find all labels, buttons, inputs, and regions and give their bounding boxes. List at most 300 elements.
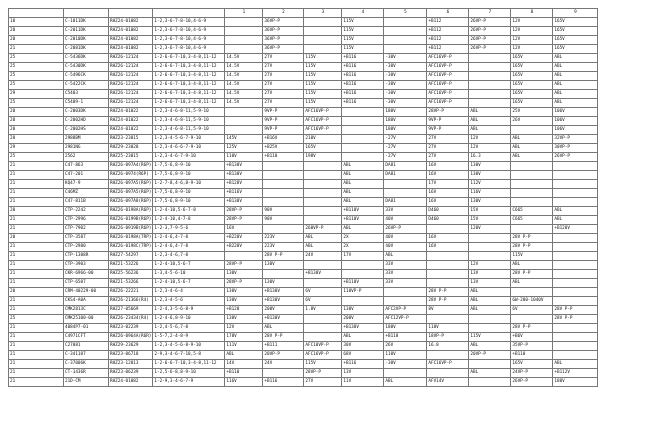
- column-header[interactable]: [9, 9, 64, 18]
- table-cell[interactable]: RHZ24-01022: [109, 126, 153, 135]
- table-cell[interactable]: [263, 171, 304, 180]
- table-cell[interactable]: ABL: [384, 252, 427, 261]
- table-cell[interactable]: 115V: [342, 36, 384, 45]
- table-cell[interactable]: 180V: [384, 117, 427, 126]
- table-cell[interactable]: [511, 171, 553, 180]
- table-cell[interactable]: [304, 189, 342, 198]
- table-cell[interactable]: 21: [9, 351, 64, 360]
- table-cell[interactable]: CTP-3903: [64, 261, 109, 270]
- table-cell[interactable]: RHZ26-21366(R4): [109, 297, 153, 306]
- table-cell[interactable]: [469, 81, 511, 90]
- table-cell[interactable]: [263, 198, 304, 207]
- table-cell[interactable]: ABL: [342, 162, 384, 171]
- table-cell[interactable]: 9VP-P: [263, 126, 304, 135]
- table-cell[interactable]: 40V: [384, 243, 427, 252]
- table-cell[interactable]: 12V: [511, 27, 553, 36]
- table-cell[interactable]: 11V: [342, 378, 384, 387]
- table-cell[interactable]: 115V: [469, 333, 511, 342]
- table-cell[interactable]: [304, 198, 342, 207]
- table-cell[interactable]: 198V: [304, 153, 342, 162]
- table-cell[interactable]: +B130V: [263, 297, 304, 306]
- table-cell[interactable]: 2-9,3-4-6-7-10,5-8: [153, 351, 225, 360]
- table-cell[interactable]: 28V P-P: [427, 288, 469, 297]
- table-cell[interactable]: RHZ26-23434(R4): [109, 315, 153, 324]
- table-cell[interactable]: [304, 207, 342, 216]
- table-cell[interactable]: ABL: [342, 333, 384, 342]
- table-cell[interactable]: AFC16VP-P: [304, 126, 342, 135]
- table-cell[interactable]: 16.3: [469, 153, 511, 162]
- table-cell[interactable]: AFC16VP-P: [427, 54, 469, 63]
- table-cell[interactable]: 25: [9, 54, 64, 63]
- table-cell[interactable]: [263, 180, 304, 189]
- table-cell[interactable]: 145V: [225, 135, 263, 144]
- table-cell[interactable]: [553, 252, 598, 261]
- table-cell[interactable]: [304, 261, 342, 270]
- table-cell[interactable]: 40V: [384, 234, 427, 243]
- table-cell[interactable]: +B130V: [263, 315, 304, 324]
- table-cell[interactable]: [384, 288, 427, 297]
- table-cell[interactable]: 20: [9, 126, 64, 135]
- table-cell[interactable]: 21: [9, 333, 64, 342]
- table-cell[interactable]: 21: [9, 369, 64, 378]
- table-cell[interactable]: 1-2-4-10,5-6-7: [153, 261, 225, 270]
- table-cell[interactable]: [342, 135, 384, 144]
- table-cell[interactable]: [469, 72, 511, 81]
- table-cell[interactable]: 110V: [225, 153, 263, 162]
- table-cell[interactable]: [469, 99, 511, 108]
- table-cell[interactable]: [553, 189, 598, 198]
- table-cell[interactable]: 116V: [469, 189, 511, 198]
- table-cell[interactable]: -30V: [384, 81, 427, 90]
- table-cell[interactable]: 16V: [427, 243, 469, 252]
- table-cell[interactable]: 29: [9, 144, 64, 153]
- table-cell[interactable]: +B220V: [225, 243, 263, 252]
- table-cell[interactable]: +B112: [427, 18, 469, 27]
- column-header[interactable]: 3: [304, 9, 342, 18]
- table-cell[interactable]: 1-2,3-4-5-6-7-9-10: [153, 135, 225, 144]
- table-cell[interactable]: 28V P-P: [511, 270, 553, 279]
- column-header[interactable]: [64, 9, 109, 18]
- table-cell[interactable]: 27V: [263, 99, 304, 108]
- table-cell[interactable]: +B130V: [263, 288, 304, 297]
- table-cell[interactable]: RHZ25-23015: [109, 153, 153, 162]
- table-cell[interactable]: 1-2-6-6-7-10,3-4-8,11-12: [153, 72, 225, 81]
- table-cell[interactable]: 27V: [263, 54, 304, 63]
- table-cell[interactable]: [553, 279, 598, 288]
- table-cell[interactable]: RHZ26-22221: [109, 288, 153, 297]
- table-cell[interactable]: 2X: [342, 243, 384, 252]
- table-cell[interactable]: C46MZ: [64, 189, 109, 198]
- table-cell[interactable]: RHZ26-0964A(R6R): [109, 333, 153, 342]
- table-cell[interactable]: 21: [9, 270, 64, 279]
- table-cell[interactable]: +B116: [342, 54, 384, 63]
- table-cell[interactable]: 112V: [469, 180, 511, 189]
- table-cell[interactable]: RHZ26-0919B(R6P): [109, 225, 153, 234]
- table-cell[interactable]: ABL: [469, 126, 511, 135]
- table-cell[interactable]: 165V: [553, 36, 598, 45]
- table-cell[interactable]: 130V: [342, 306, 384, 315]
- table-cell[interactable]: +B116: [342, 81, 384, 90]
- table-cell[interactable]: [342, 153, 384, 162]
- table-cell[interactable]: 9VP-P: [427, 126, 469, 135]
- table-cell[interactable]: 200V: [342, 315, 384, 324]
- table-cell[interactable]: 1-2,4-5-6,7-8: [153, 324, 225, 333]
- table-cell[interactable]: -27V: [384, 135, 427, 144]
- table-cell[interactable]: ABL: [553, 360, 598, 369]
- table-cell[interactable]: 115V: [304, 72, 342, 81]
- table-cell[interactable]: [469, 243, 511, 252]
- table-cell[interactable]: [342, 270, 384, 279]
- table-cell[interactable]: 20VP-P: [263, 351, 304, 360]
- table-cell[interactable]: 165V: [553, 18, 598, 27]
- table-cell[interactable]: RHZ24-01082: [109, 378, 153, 387]
- table-cell[interactable]: 21: [9, 162, 64, 171]
- table-cell[interactable]: 2562: [64, 153, 109, 162]
- table-cell[interactable]: 28VP-P: [225, 279, 263, 288]
- table-cell[interactable]: ABL: [511, 144, 553, 153]
- table-cell[interactable]: [553, 198, 598, 207]
- table-cell[interactable]: 68V: [342, 351, 384, 360]
- table-cell[interactable]: 1-2-4-10,5-6-7: [153, 279, 225, 288]
- table-cell[interactable]: 21: [9, 252, 64, 261]
- table-cell[interactable]: +B116V: [225, 189, 263, 198]
- table-cell[interactable]: AFC16VP-P: [427, 63, 469, 72]
- table-cell[interactable]: 130V: [263, 261, 304, 270]
- table-cell[interactable]: [342, 126, 384, 135]
- table-cell[interactable]: 1-2-6-6-7-10,3-4-8,11-12: [153, 54, 225, 63]
- table-cell[interactable]: 26VP-P: [511, 378, 553, 387]
- table-cell[interactable]: 1-7,5-6,8-9-10: [153, 171, 225, 180]
- table-cell[interactable]: ABL: [511, 279, 553, 288]
- table-cell[interactable]: 260VP-P: [304, 225, 342, 234]
- table-cell[interactable]: [427, 225, 469, 234]
- table-cell[interactable]: 90V: [263, 216, 304, 225]
- table-cell[interactable]: C47-863: [64, 162, 109, 171]
- table-cell[interactable]: [427, 261, 469, 270]
- table-cell[interactable]: 13V: [469, 279, 511, 288]
- table-cell[interactable]: ABL: [342, 225, 384, 234]
- table-cell[interactable]: RHZ21-53266: [109, 279, 153, 288]
- table-cell[interactable]: 16V: [427, 189, 469, 198]
- table-cell[interactable]: +B118: [384, 333, 427, 342]
- table-cell[interactable]: -30V: [384, 72, 427, 81]
- table-cell[interactable]: RHZ26-12124: [109, 90, 153, 99]
- table-cell[interactable]: 20: [9, 36, 64, 45]
- table-cell[interactable]: 90V: [263, 207, 304, 216]
- column-header[interactable]: 1: [225, 9, 263, 18]
- table-cell[interactable]: [511, 180, 553, 189]
- table-cell[interactable]: RHZ27-54297: [109, 252, 153, 261]
- table-cell[interactable]: ABL: [553, 63, 598, 72]
- table-cell[interactable]: RHZ23-06239: [109, 369, 153, 378]
- table-cell[interactable]: 1-2,3-4-6-8-11,5-9-10: [153, 126, 225, 135]
- table-cell[interactable]: RHZ23-02239: [109, 324, 153, 333]
- table-cell[interactable]: 1-7,5-6,8-9-10: [153, 189, 225, 198]
- table-cell[interactable]: 28VP-P: [225, 261, 263, 270]
- table-cell[interactable]: +B116: [342, 90, 384, 99]
- table-cell[interactable]: 180V: [384, 108, 427, 117]
- table-cell[interactable]: 1-2,3-4-6-6-7-9-10: [153, 144, 225, 153]
- table-cell[interactable]: [263, 225, 304, 234]
- table-cell[interactable]: 6V: [304, 288, 342, 297]
- table-cell[interactable]: [469, 252, 511, 261]
- table-cell[interactable]: 25V: [511, 108, 553, 117]
- table-cell[interactable]: AFC16VP-P: [427, 99, 469, 108]
- table-cell[interactable]: 12V: [225, 324, 263, 333]
- table-cell[interactable]: 16V: [427, 198, 469, 207]
- table-cell[interactable]: +B116: [263, 378, 304, 387]
- table-cell[interactable]: [427, 315, 469, 324]
- table-cell[interactable]: ABL: [342, 171, 384, 180]
- table-cell[interactable]: 28V P-P: [511, 243, 553, 252]
- table-cell[interactable]: 115V: [304, 99, 342, 108]
- table-cell[interactable]: 1-2-6-6-7-10,3-4-8,11-12: [153, 90, 225, 99]
- table-cell[interactable]: RHZ26-097A8(R6P): [109, 198, 153, 207]
- table-cell[interactable]: RHZ24-01022: [109, 108, 153, 117]
- table-cell[interactable]: 1-2,3-4-6-8-11,5-9-10: [153, 108, 225, 117]
- table-cell[interactable]: [263, 189, 304, 198]
- table-cell[interactable]: 26VP-P: [553, 153, 598, 162]
- table-cell[interactable]: 14.5V: [225, 81, 263, 90]
- table-cell[interactable]: 27V: [263, 63, 304, 72]
- table-cell[interactable]: [384, 27, 427, 36]
- table-cell[interactable]: 1-2,3-6-7-8-10,4-6-9: [153, 27, 225, 36]
- table-cell[interactable]: +B110: [511, 351, 553, 360]
- table-cell[interactable]: 36VP-P: [263, 27, 304, 36]
- table-cell[interactable]: 27V: [427, 135, 469, 144]
- table-cell[interactable]: 6V: [304, 297, 342, 306]
- table-cell[interactable]: C47-201: [64, 171, 109, 180]
- table-cell[interactable]: 1-2-6-6-7-10,3-4-8,11-12: [153, 99, 225, 108]
- table-cell[interactable]: 36VP-P: [263, 36, 304, 45]
- table-cell[interactable]: 1-2,3-4-5-6-8-9-10: [153, 342, 225, 351]
- table-cell[interactable]: 15V: [469, 207, 511, 216]
- table-cell[interactable]: 27V: [427, 144, 469, 153]
- table-cell[interactable]: +B110V: [342, 279, 384, 288]
- table-cell[interactable]: CTP-2996: [64, 216, 109, 225]
- table-cell[interactable]: RHZ21-53226: [109, 261, 153, 270]
- table-cell[interactable]: +B116: [342, 360, 384, 369]
- table-cell[interactable]: 36VP-P: [263, 45, 304, 54]
- table-cell[interactable]: 21: [9, 189, 64, 198]
- table-cell[interactable]: +B120: [225, 306, 263, 315]
- table-cell[interactable]: [304, 324, 342, 333]
- table-cell[interactable]: ABL: [469, 306, 511, 315]
- table-cell[interactable]: 29: [9, 90, 64, 99]
- table-cell[interactable]: AFC16VP-P: [427, 81, 469, 90]
- table-cell[interactable]: [553, 297, 598, 306]
- table-cell[interactable]: 6W-200-1040V: [511, 297, 553, 306]
- table-cell[interactable]: 116V: [225, 378, 263, 387]
- table-cell[interactable]: 28VP-P: [225, 207, 263, 216]
- table-cell[interactable]: [263, 369, 304, 378]
- table-cell[interactable]: 27V: [263, 72, 304, 81]
- table-cell[interactable]: ABL: [553, 99, 598, 108]
- table-cell[interactable]: 130V: [469, 171, 511, 180]
- table-cell[interactable]: C-341107: [64, 351, 109, 360]
- table-cell[interactable]: C4971CFT: [64, 333, 109, 342]
- table-cell[interactable]: +B25V: [263, 144, 304, 153]
- table-cell[interactable]: [511, 225, 553, 234]
- table-cell[interactable]: 180V: [384, 324, 427, 333]
- table-cell[interactable]: ABL: [469, 108, 511, 117]
- table-cell[interactable]: 1-2-4-10,5-6-7-8: [153, 207, 225, 216]
- table-cell[interactable]: [304, 162, 342, 171]
- table-cell[interactable]: 17V: [342, 252, 384, 261]
- table-cell[interactable]: C-2081DK: [64, 45, 109, 54]
- table-cell[interactable]: ABL: [511, 261, 553, 270]
- table-cell[interactable]: CKS4-A0A: [64, 297, 109, 306]
- table-cell[interactable]: 1-2,3-6-7-8-10,4-6-9: [153, 36, 225, 45]
- table-cell[interactable]: 17V: [427, 180, 469, 189]
- table-cell[interactable]: AFC16VP-P: [427, 90, 469, 99]
- table-cell[interactable]: [304, 315, 342, 324]
- table-cell[interactable]: [304, 333, 342, 342]
- table-cell[interactable]: 223V: [263, 243, 304, 252]
- table-cell[interactable]: C5403: [64, 90, 109, 99]
- table-cell[interactable]: 27V: [263, 90, 304, 99]
- table-cell[interactable]: [304, 216, 342, 225]
- table-cell[interactable]: ABL: [553, 216, 598, 225]
- table-cell[interactable]: ABL: [553, 54, 598, 63]
- table-cell[interactable]: [304, 27, 342, 36]
- table-cell[interactable]: [384, 45, 427, 54]
- table-cell[interactable]: 12V: [511, 45, 553, 54]
- table-cell[interactable]: +B6V: [511, 333, 553, 342]
- table-cell[interactable]: 115V: [342, 45, 384, 54]
- table-cell[interactable]: -30V: [384, 360, 427, 369]
- table-cell[interactable]: 35VP-P: [511, 342, 553, 351]
- table-cell[interactable]: +B112: [427, 36, 469, 45]
- table-cell[interactable]: AFC16VP-P: [304, 108, 342, 117]
- table-cell[interactable]: DA81: [384, 171, 427, 180]
- table-cell[interactable]: 28VP-P: [427, 108, 469, 117]
- table-cell[interactable]: 16V: [225, 225, 263, 234]
- table-cell[interactable]: [469, 54, 511, 63]
- table-cell[interactable]: 12V: [469, 135, 511, 144]
- table-cell[interactable]: 1.8V: [304, 306, 342, 315]
- table-cell[interactable]: 1-2-4-6,8-9-10: [153, 315, 225, 324]
- table-cell[interactable]: 16V: [427, 162, 469, 171]
- table-cell[interactable]: RHZ24-01082: [109, 36, 153, 45]
- table-cell[interactable]: ABL: [263, 324, 304, 333]
- table-cell[interactable]: ABL: [225, 351, 263, 360]
- table-cell[interactable]: [469, 234, 511, 243]
- table-cell[interactable]: 21: [9, 360, 64, 369]
- table-cell[interactable]: 28: [9, 135, 64, 144]
- table-cell[interactable]: 1-2,5-6-8,8-9-10: [153, 369, 225, 378]
- table-cell[interactable]: 1-2-9,3-4-6-7-9: [153, 378, 225, 387]
- table-cell[interactable]: [553, 261, 598, 270]
- table-cell[interactable]: 25: [9, 63, 64, 72]
- column-header[interactable]: [109, 9, 153, 18]
- table-cell[interactable]: 21D-CM: [64, 378, 109, 387]
- table-cell[interactable]: 2981NG: [64, 144, 109, 153]
- table-cell[interactable]: [342, 117, 384, 126]
- table-cell[interactable]: 14.5V: [225, 90, 263, 99]
- table-cell[interactable]: 1-2,3-4-6-4: [153, 288, 225, 297]
- table-cell[interactable]: ABL: [342, 180, 384, 189]
- table-cell[interactable]: 178V: [225, 333, 263, 342]
- table-cell[interactable]: 32VP-P: [553, 135, 598, 144]
- table-cell[interactable]: ABL: [384, 378, 427, 387]
- table-cell[interactable]: 20VP-P: [469, 351, 511, 360]
- table-cell[interactable]: 28VP-P: [304, 369, 342, 378]
- table-cell[interactable]: 14.5V: [225, 54, 263, 63]
- table-cell[interactable]: 21: [9, 171, 64, 180]
- table-cell[interactable]: CKR-6966-00: [64, 270, 109, 279]
- table-cell[interactable]: 165V: [304, 144, 342, 153]
- table-cell[interactable]: 28V P-P: [263, 252, 304, 261]
- table-cell[interactable]: 15V: [469, 216, 511, 225]
- table-cell[interactable]: 30V: [342, 342, 384, 351]
- table-cell[interactable]: C-1811DK: [64, 18, 109, 27]
- table-cell[interactable]: 223V: [263, 234, 304, 243]
- table-cell[interactable]: 12V: [511, 36, 553, 45]
- table-cell[interactable]: [304, 18, 342, 27]
- table-cell[interactable]: [553, 180, 598, 189]
- table-cell[interactable]: AFC12VP-P: [384, 315, 427, 324]
- column-header[interactable]: 4: [342, 9, 384, 18]
- table-cell[interactable]: [342, 144, 384, 153]
- table-cell[interactable]: 25: [9, 99, 64, 108]
- table-cell[interactable]: 106V: [553, 108, 598, 117]
- table-cell[interactable]: D460: [427, 207, 469, 216]
- table-cell[interactable]: C-5496CK: [64, 72, 109, 81]
- table-cell[interactable]: 20: [9, 108, 64, 117]
- table-cell[interactable]: 115V: [304, 360, 342, 369]
- table-cell[interactable]: +B16V: [263, 135, 304, 144]
- table-cell[interactable]: C-2010DK: [64, 36, 109, 45]
- table-cell[interactable]: [384, 189, 427, 198]
- table-cell[interactable]: [553, 333, 598, 342]
- table-cell[interactable]: 115V: [304, 81, 342, 90]
- table-cell[interactable]: ABL: [342, 189, 384, 198]
- table-cell[interactable]: 210V: [304, 135, 342, 144]
- table-cell[interactable]: -30V: [384, 54, 427, 63]
- table-cell[interactable]: C27081: [64, 342, 109, 351]
- table-cell[interactable]: C665: [511, 207, 553, 216]
- table-cell[interactable]: +B110V: [342, 216, 384, 225]
- table-cell[interactable]: 180V: [553, 378, 598, 387]
- table-cell[interactable]: RHZ26-12124: [109, 81, 153, 90]
- table-cell[interactable]: 2X: [342, 234, 384, 243]
- table-cell[interactable]: [304, 279, 342, 288]
- table-cell[interactable]: 120V: [469, 225, 511, 234]
- table-cell[interactable]: 130V: [225, 297, 263, 306]
- table-cell[interactable]: [469, 63, 511, 72]
- table-cell[interactable]: 1-2-4-6,4-7-8: [153, 234, 225, 243]
- table-cell[interactable]: RHZ23-23015: [109, 135, 153, 144]
- table-cell[interactable]: [511, 288, 553, 297]
- table-cell[interactable]: RHZ26-0198C(7RP): [109, 243, 153, 252]
- table-cell[interactable]: 110V: [384, 351, 427, 360]
- table-cell[interactable]: DA81: [384, 162, 427, 171]
- table-cell[interactable]: 165V: [511, 360, 553, 369]
- table-cell[interactable]: ABL: [342, 198, 384, 207]
- table-cell[interactable]: +B220V: [225, 234, 263, 243]
- table-cell[interactable]: 16V: [427, 171, 469, 180]
- table-cell[interactable]: 21: [9, 180, 64, 189]
- table-cell[interactable]: 26VP-P: [469, 18, 511, 27]
- table-cell[interactable]: 12V: [469, 261, 511, 270]
- table-cell[interactable]: [342, 108, 384, 117]
- table-cell[interactable]: 130V: [225, 315, 263, 324]
- table-cell[interactable]: 14.5V: [225, 99, 263, 108]
- table-cell[interactable]: 8V: [427, 306, 469, 315]
- table-cell[interactable]: 21: [9, 45, 64, 54]
- table-cell[interactable]: RHZ24-01022: [109, 117, 153, 126]
